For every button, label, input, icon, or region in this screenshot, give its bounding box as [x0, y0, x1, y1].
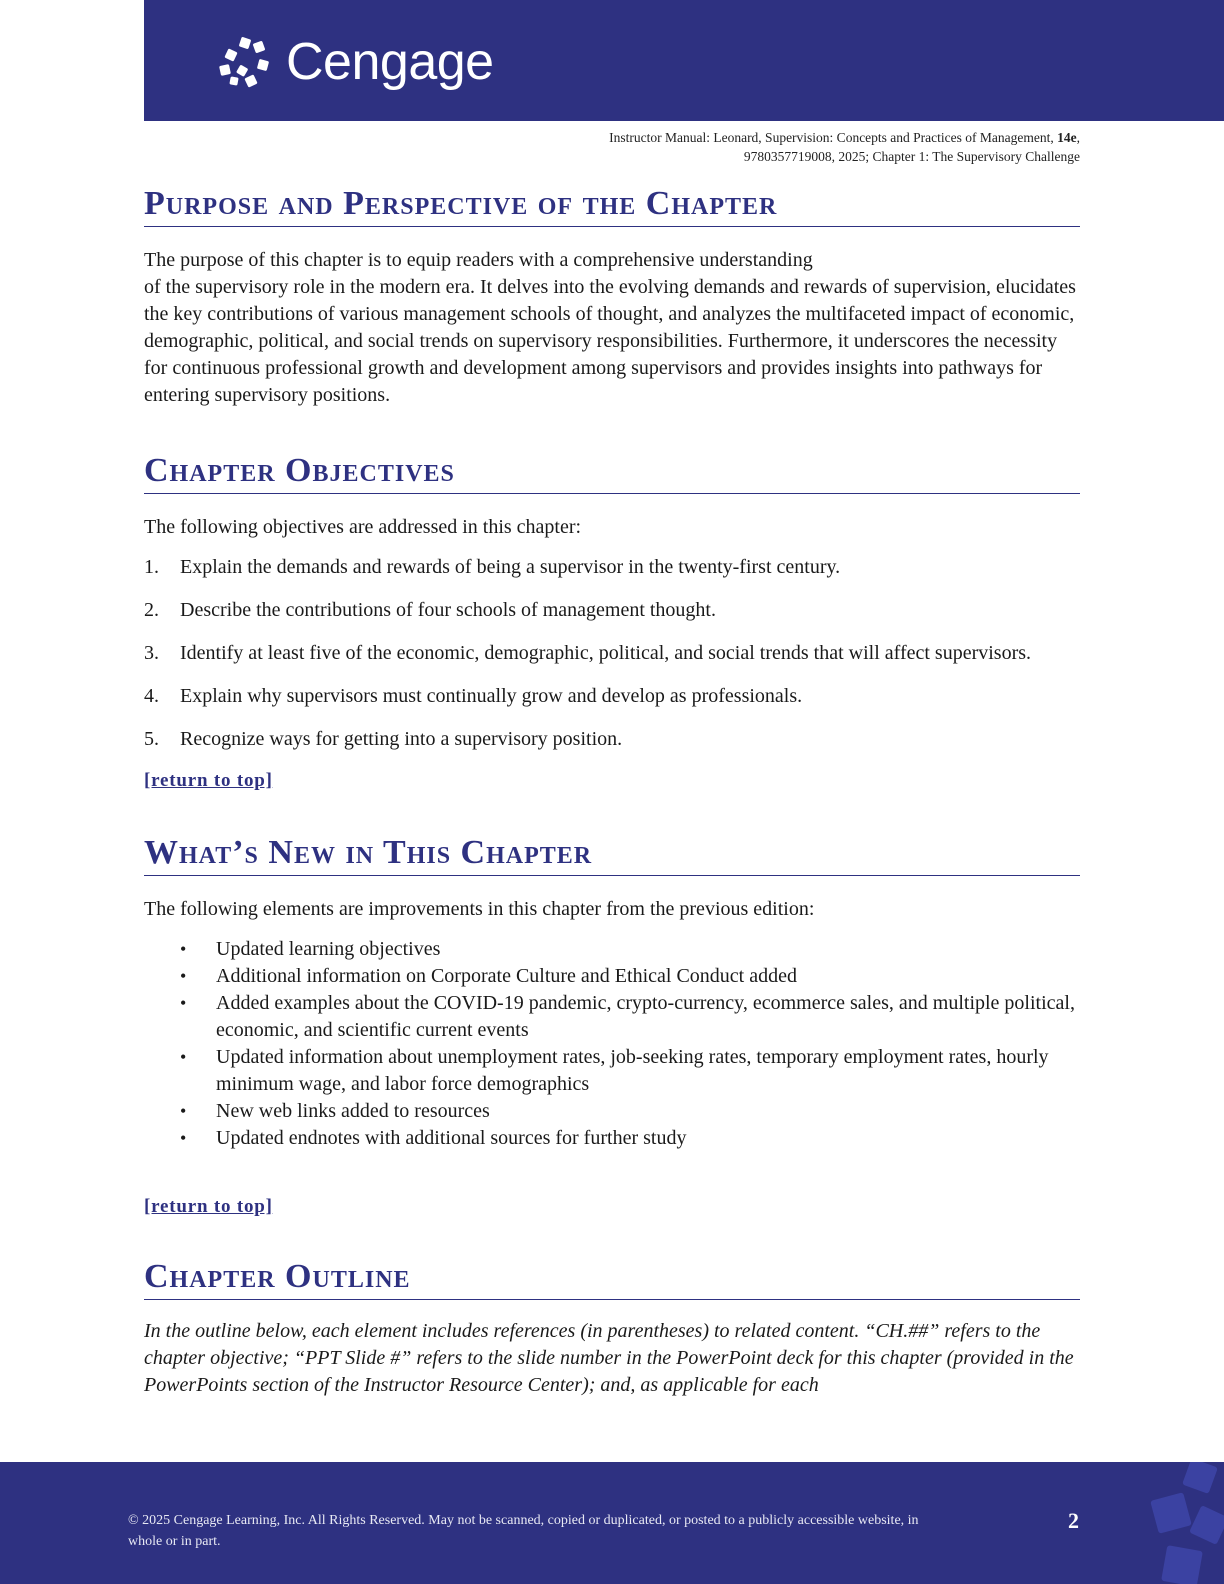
- footer-band: [0, 1462, 1224, 1584]
- cengage-logo: [218, 33, 494, 91]
- whats-new-intro: The following elements are improvements in this chapter from the previous edition:: [144, 898, 815, 920]
- return-to-top-link[interactable]: [return to top]: [144, 770, 273, 791]
- bullet-icon: •: [180, 966, 187, 986]
- return-to-top-link[interactable]: [return to top]: [144, 1196, 273, 1217]
- outline-intro: In the outline below, each element includes references (in parentheses) to related content. “CH.##” refers to the chapter objective; “PPT Slide #” refers to the slide number in the PowerPoint deck for this chapter (provided in the PowerPoints section of the Instructor Resource Center); and, as applicable for each: [144, 1320, 1074, 1396]
- whats-new-item: • Updated information about unemployment rates, job-seeking rates, temporary employment rates, hourly minimum wage, and labor force demographics: [180, 1046, 1049, 1095]
- edition: 14e: [1057, 130, 1077, 145]
- bullet-icon: •: [180, 1047, 187, 1067]
- bullet-icon: •: [180, 993, 187, 1013]
- objectives-intro: The following objectives are addressed in this chapter:: [144, 516, 582, 538]
- purpose-heading: Purpose and Perspective of the Chapter: [144, 184, 1080, 227]
- whats-new-item: • Additional information on Corporate Culture and Ethical Conduct added: [180, 963, 1080, 990]
- bullet-icon: •: [180, 939, 187, 959]
- cengage-mark-icon: [218, 36, 276, 88]
- whats-new-list: [180, 936, 1080, 1152]
- running-head-line-2: 9780357719008, 2025; Chapter 1: The Supervisory Challenge: [743, 149, 1080, 164]
- whats-new-item: • Added examples about the COVID-19 pandemic, crypto-currency, ecommerce sales, and multiple political, economic, and scientific current events: [180, 992, 1075, 1041]
- whats-new-heading: What’s New in This Chapter: [144, 833, 1080, 876]
- objective-item: 2. Describe the contributions of four schools of management thought.: [144, 599, 716, 621]
- cengage-mark-icon: [1134, 1462, 1224, 1584]
- objective-item: 4. Explain why supervisors must continually grow and develop as professionals.: [144, 685, 803, 707]
- running-head: [380, 128, 1080, 166]
- purpose-paragraph: [144, 247, 1080, 409]
- objective-item: 1. Explain the demands and rewards of being a supervisor in the twenty-first century.: [144, 556, 841, 578]
- page-number: 2: [1068, 1508, 1079, 1533]
- whats-new-item: • Updated learning objectives: [180, 936, 1080, 963]
- copyright-notice: © 2025 Cengage Learning, Inc. All Rights Reserved. May not be scanned, copied or duplicated, or posted to a publicly accessible website, in whole or in part.: [128, 1513, 919, 1549]
- purpose-first-line: The purpose of this chapter is to equip readers with a comprehensive understanding: [144, 249, 813, 271]
- brand-name: Cengage: [286, 33, 494, 91]
- objectives-heading: Chapter Objectives: [144, 451, 1080, 494]
- purpose-rest: of the supervisory role in the modern era. It delves into the evolving demands and rewards of supervision, elucidates the key contributions of various management schools of thought, and analyzes the multifaceted impact of economic, demographic, political, and social trends on supervisory responsibilities. Furthermore, it underscores the necessity for continuous professional growth and development among supervisors and provides insights into pathways for entering supervisory positions.: [144, 276, 1076, 406]
- objective-item: 5. Recognize ways for getting into a supervisory position.: [144, 728, 623, 750]
- outline-heading: Chapter Outline: [144, 1257, 1080, 1300]
- whats-new-item: • Updated endnotes with additional sources for further study: [180, 1125, 1080, 1152]
- objectives-list: [144, 554, 1080, 753]
- header-band: [144, 0, 1224, 121]
- page-content: [144, 184, 1080, 1399]
- running-head-line-1: Instructor Manual: Leonard, Supervision: Concepts and Practices of Management, 14e,: [609, 130, 1080, 145]
- whats-new-item: • New web links added to resources: [180, 1098, 1080, 1125]
- bullet-icon: •: [180, 1128, 187, 1148]
- objective-item: 3. Identify at least five of the economic, demographic, political, and social trends that will affect supervisors.: [144, 642, 1032, 664]
- bullet-icon: •: [180, 1101, 187, 1121]
